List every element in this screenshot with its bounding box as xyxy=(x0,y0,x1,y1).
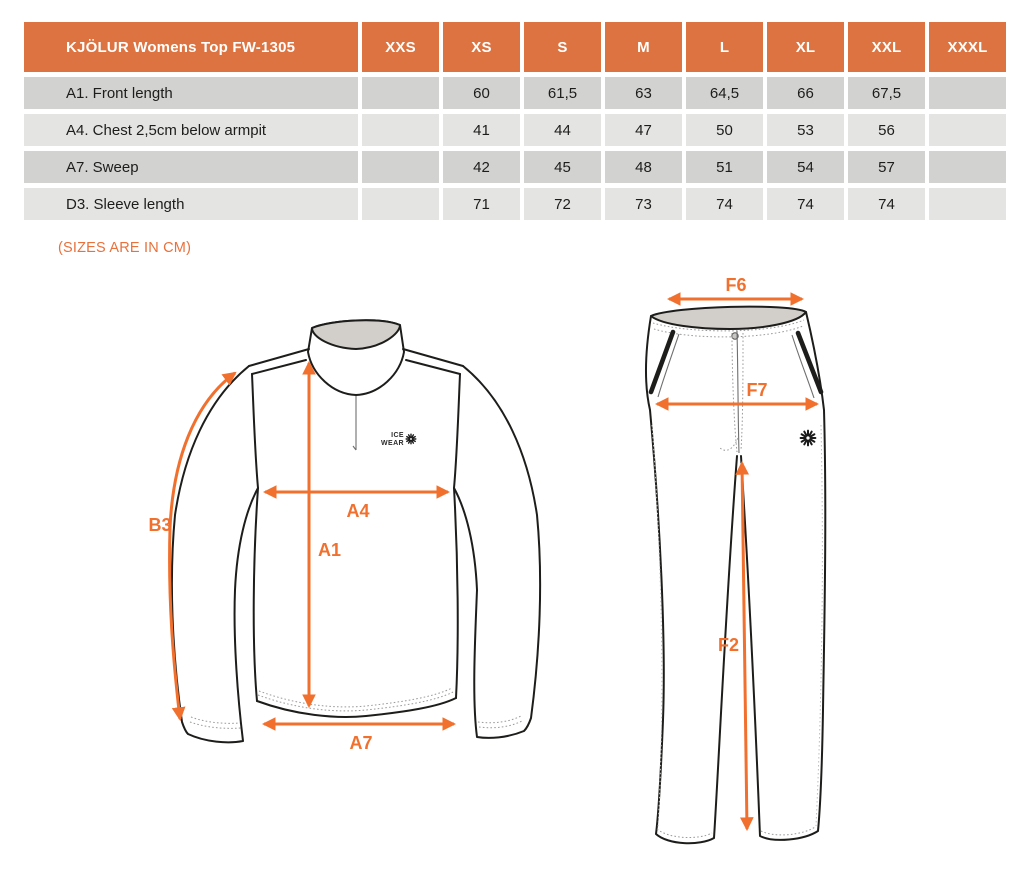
table-cell: 71 xyxy=(443,188,520,220)
size-chart-table xyxy=(24,22,1006,220)
row-label: A4. Chest 2,5cm below armpit xyxy=(24,114,358,146)
table-cell: 73 xyxy=(605,188,682,220)
size-header-l: L xyxy=(686,22,763,72)
table-cell: 74 xyxy=(686,188,763,220)
table-cell: 44 xyxy=(524,114,601,146)
icewear-snowflake-icon xyxy=(406,434,416,444)
row-label: A1. Front length xyxy=(24,77,358,109)
size-header-xxxl: XXXL xyxy=(929,22,1006,72)
row-label: D3. Sleeve length xyxy=(24,188,358,220)
size-header-m: M xyxy=(605,22,682,72)
table-cell: 54 xyxy=(767,151,844,183)
right-sleeve xyxy=(454,366,540,738)
size-header-s: S xyxy=(524,22,601,72)
f6-label: F6 xyxy=(725,275,747,295)
top-measurement-arrows xyxy=(148,363,454,753)
table-cell xyxy=(929,77,1006,109)
table-cell: 74 xyxy=(848,188,925,220)
table-cell: 53 xyxy=(767,114,844,146)
table-cell: 64,5 xyxy=(686,77,763,109)
a7-label: A7 xyxy=(349,733,373,753)
a1-label: A1 xyxy=(318,540,342,560)
table-cell: 50 xyxy=(686,114,763,146)
f7-label: F7 xyxy=(746,380,768,400)
table-cell: 41 xyxy=(443,114,520,146)
sizes-in-cm-note: (SIZES ARE IN CM) xyxy=(58,240,192,256)
table-cell xyxy=(929,188,1006,220)
table-cell xyxy=(362,114,439,146)
table-cell: 56 xyxy=(848,114,925,146)
pants-drawing xyxy=(646,307,825,844)
table-cell: 47 xyxy=(605,114,682,146)
hem xyxy=(257,698,456,717)
table-cell: 48 xyxy=(605,151,682,183)
table-cell: 45 xyxy=(524,151,601,183)
table-cell: 72 xyxy=(524,188,601,220)
collar-inside xyxy=(312,320,400,349)
measurement-diagram xyxy=(0,260,1029,885)
a4-label: A4 xyxy=(346,501,370,521)
table-cell: 57 xyxy=(848,151,925,183)
table-cell xyxy=(362,188,439,220)
left-sleeve xyxy=(172,366,258,742)
table-cell: 51 xyxy=(686,151,763,183)
top-garment-drawing xyxy=(172,320,540,742)
table-cell xyxy=(929,151,1006,183)
table-cell: 63 xyxy=(605,77,682,109)
icewear-snowflake-icon xyxy=(801,431,816,446)
b3-label: B3 xyxy=(148,515,172,535)
table-cell: 74 xyxy=(767,188,844,220)
logo-text-ice: ICE xyxy=(391,432,404,439)
table-title: KJÖLUR Womens Top FW-1305 xyxy=(24,22,358,72)
row-label: A7. Sweep xyxy=(24,151,358,183)
zipper-line xyxy=(353,396,356,450)
table-cell: 66 xyxy=(767,77,844,109)
table-cell xyxy=(929,114,1006,146)
table-cell xyxy=(362,151,439,183)
f2-label: F2 xyxy=(717,635,739,655)
size-header-xxs: XXS xyxy=(362,22,439,72)
size-header-xl: XL xyxy=(767,22,844,72)
table-cell: 61,5 xyxy=(524,77,601,109)
size-header-xs: XS xyxy=(443,22,520,72)
size-header-xxl: XXL xyxy=(848,22,925,72)
table-cell xyxy=(362,77,439,109)
left-leg xyxy=(646,316,737,843)
table-cell: 60 xyxy=(443,77,520,109)
icewear-chest-logo xyxy=(381,432,416,447)
table-cell: 42 xyxy=(443,151,520,183)
table-cell: 67,5 xyxy=(848,77,925,109)
logo-text-wear: WEAR xyxy=(381,440,404,447)
